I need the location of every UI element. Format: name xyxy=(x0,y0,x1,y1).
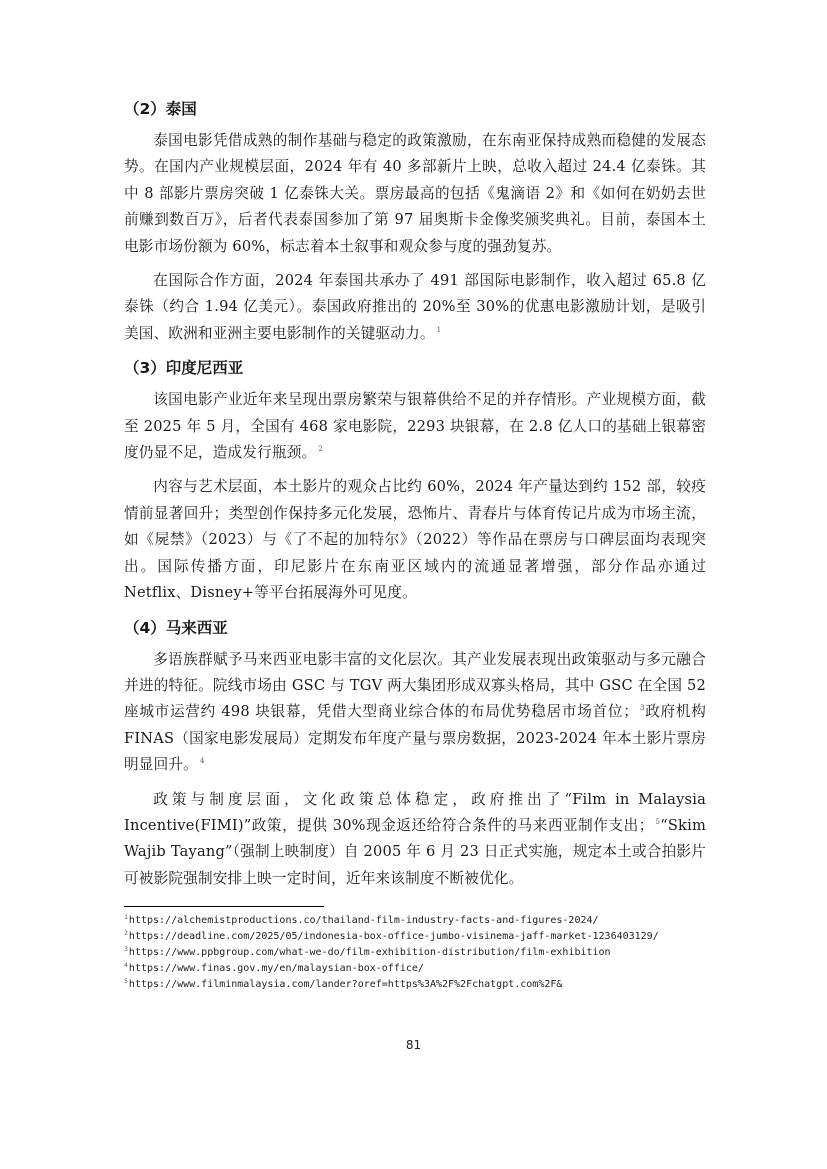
footnote: $^5$https://www.filminmalaysia.com/lander?oref=https%3A%2F%2Fchatgpt.com%2F& xyxy=(124,976,563,991)
paragraph: 该国电影产业近年来呈现出票房繁荣与银幕供给不足的并存情形。产业规模方面，截至 2025 年 5 月，全国有 468 家电影院，2293 块银幕，在 2.8 亿人口的基础上银幕密度仍显不足，造成发行瓶颈。 $^2$ xyxy=(124,391,706,462)
footnote-ref[interactable]: 5 xyxy=(655,818,661,827)
section-heading-thailand: （2）泰国 xyxy=(124,100,197,118)
footnote-link[interactable]: https://deadline.com/2025/05/indonesia-box-office-jumbo-visinema-jaff-market-1236403129/ xyxy=(128,931,659,943)
footnote: $^2$https://deadline.com/2025/05/indonesia-box-office-jumbo-visinema-jaff-market-1236403129/ xyxy=(124,928,659,943)
paragraph: 泰国电影凭借成熟的制作基础与稳定的政策激励，在东南亚保持成熟而稳健的发展态势。在国内产业规模层面，2024 年有 40 多部新片上映，总收入超过 24.4 亿泰铢。其中 8 部影片票房突破 1 亿泰铢大关。票房最高的包括《鬼滴语 2》和《如何在奶奶去世前赚到数百万》，后者代表泰国参加了第 97 届奥斯卡金像奖颁奖典礼。目前，泰国本土电影市场份额为 60%，标志着本土叙事和观众参与度的强劲复苏。 xyxy=(124,132,706,255)
page-number: 81 xyxy=(405,1038,422,1052)
section-heading-indonesia: （3）印度尼西亚 xyxy=(124,359,244,378)
footnote: $^4$https://www.finas.gov.my/en/malaysian-box-office/ xyxy=(124,960,424,975)
footnote: $^3$https://www.ppbgroup.com/what-we-do/film-exhibition-distribution/film-exhibition xyxy=(124,944,611,959)
footnote-ref[interactable]: 1 xyxy=(436,325,442,334)
paragraph: 政策与制度层面，文化政策总体稳定，政府推出了“Film in Malaysia Incentive(FIMI)”政策，提供 30%现金返还给符合条件的马来西亚制作支出； $^5$“Skim Wajib Tayang”（强制上映制度）自 2005 年 6 月 23 日正式实施，规定本土或合拍影片可被影院强制安排上映一定时间，近年来该制度不断被优化。 xyxy=(124,790,706,887)
footnote-link[interactable]: https://www.ppbgroup.com/what-we-do/film-exhibition-distribution/film-exhibition xyxy=(128,947,611,959)
paragraph: 内容与艺术层面，本土影片的观众占比约 60%，2024 年产量达到约 152 部，较疫情前显著回升；类型创作保持多元化发展，恐怖片、青春片与体育传记片成为市场主流，如《屍禁》（2023）与《了不起的加特尔》（2022）等作品在票房与口碑层面均表现突出。国际传播方面，印尼影片在东南亚区域内的流通显著增强，部分作品亦通过 Netflix、Disney+等平台拓展海外可见度。 xyxy=(124,478,706,602)
paragraph: 多语族群赋予马来西亚电影丰富的文化层次。其产业发展表现出政策驱动与多元融合并进的特征。院线市场由 GSC 与 TGV 两大集团形成双寡头格局，其中 GSC 在全国 52 座城市运营约 498 块银幕，凭借大型商业综合体的布局优势稳居市场首位； $^3$政府机构 FINAS（国家电影发展局）定期发布年度产量与票房数据，2023-2024 年本土影片票房明显回升。 $^4$ xyxy=(124,650,706,774)
footnote-link[interactable]: https://www.filminmalaysia.com/lander?oref=https%3A%2F%2Fchatgpt.com%2F& xyxy=(128,979,563,991)
footnote-link[interactable]: https://www.finas.gov.my/en/malaysian-box-office/ xyxy=(128,963,424,975)
footnote-link[interactable]: https://alchemistproductions.co/thailand-film-industry-facts-and-figures-2024/ xyxy=(128,915,599,927)
footnote-ref[interactable]: 3 xyxy=(640,704,645,713)
document-page xyxy=(124,96,706,993)
footnote: $^1$https://alchemistproductions.co/thailand-film-industry-facts-and-figures-2024/ xyxy=(124,912,599,927)
footnote-ref[interactable]: 2 xyxy=(318,445,323,454)
paragraph: 在国际合作方面，2024 年泰国共承办了 491 部国际电影制作，收入超过 65.8 亿泰铢（约合 1.94 亿美元）。泰国政府推出的 20%至 30%的优惠电影激励计划，是吸引美国、欧洲和亚洲主要电影制作的关键驱动力。 $^1$ xyxy=(124,272,706,342)
section-heading-malaysia: （4）马来西亚 xyxy=(124,618,228,637)
footnote-divider xyxy=(124,906,324,907)
footnote-ref[interactable]: 4 xyxy=(199,757,205,766)
